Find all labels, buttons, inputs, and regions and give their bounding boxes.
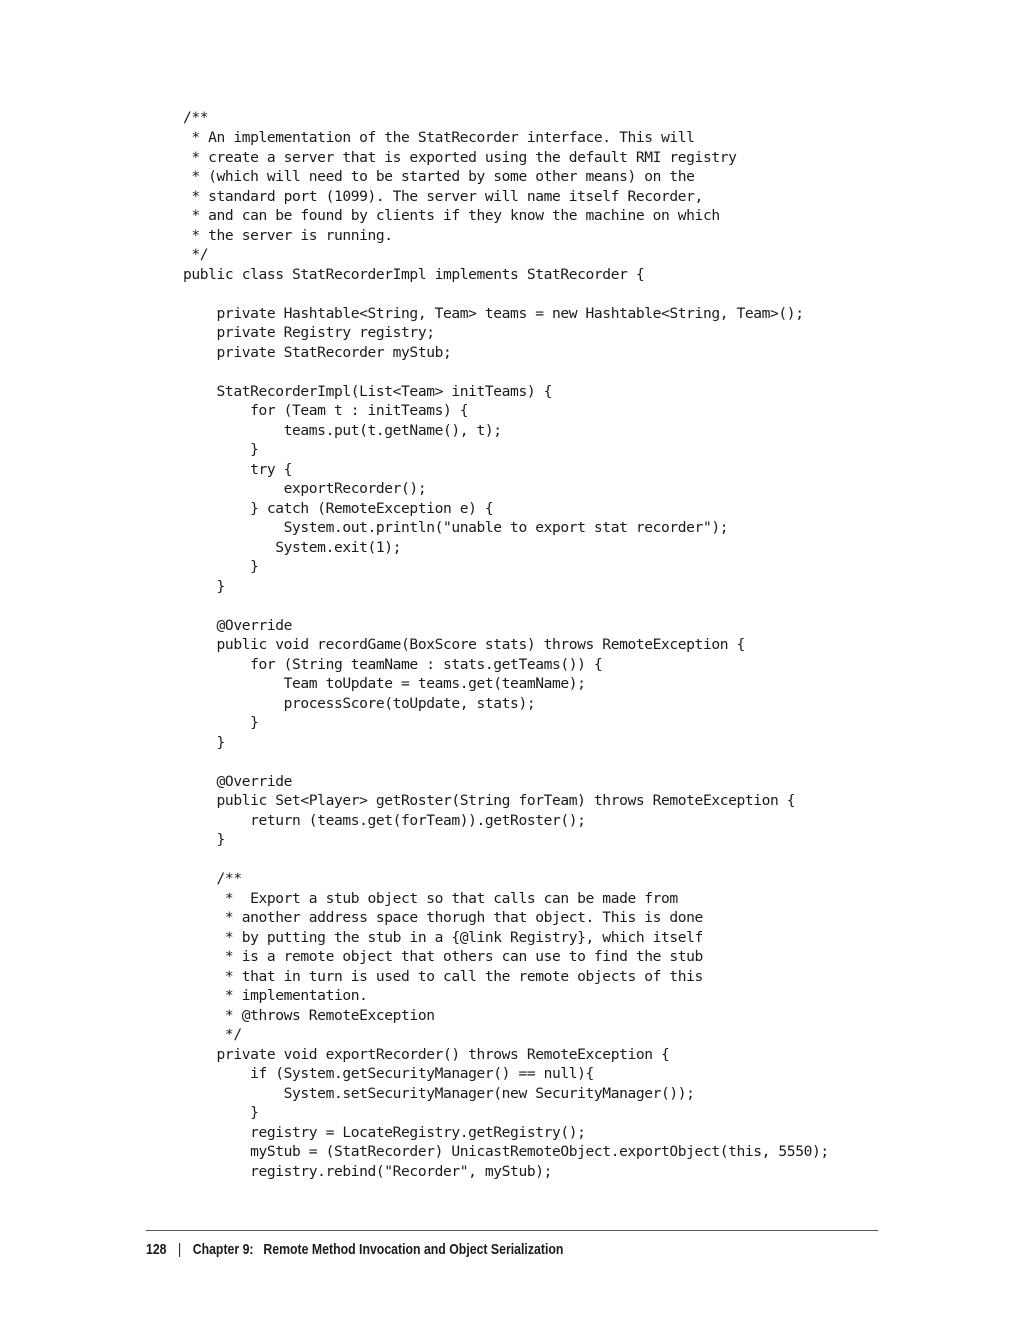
- code-line: * another address space thorugh that object. This is done: [183, 909, 703, 926]
- code-line: * Export a stub object so that calls can be made from: [183, 890, 678, 907]
- code-line: }: [183, 558, 259, 575]
- code-line: * @throws RemoteException: [183, 1007, 435, 1024]
- code-line: }: [183, 714, 259, 731]
- page-footer: [146, 1240, 563, 1260]
- code-line: System.setSecurityManager(new SecurityManager());: [183, 1085, 695, 1102]
- code-line: registry.rebind("Recorder", myStub);: [183, 1163, 552, 1180]
- code-line: private StatRecorder myStub;: [183, 344, 452, 361]
- code-line: private Hashtable<String, Team> teams = new Hashtable<String, Team>();: [183, 305, 804, 322]
- code-line: registry = LocateRegistry.getRegistry();: [183, 1124, 586, 1141]
- code-line: @Override: [183, 773, 293, 790]
- code-line: return (teams.get(forTeam)).getRoster();: [183, 812, 586, 829]
- code-line: }: [183, 578, 225, 595]
- code-line: /**: [183, 870, 242, 887]
- footer-divider: [146, 1230, 878, 1231]
- code-line: * the server is running.: [183, 227, 393, 244]
- code-line: Team toUpdate = teams.get(teamName);: [183, 675, 586, 692]
- code-line: * that in turn is used to call the remote objects of this: [183, 968, 703, 985]
- chapter-label: Chapter 9:: [192, 1241, 254, 1258]
- code-line: * create a server that is exported using the default RMI registry: [183, 149, 737, 166]
- code-line: * standard port (1099). The server will name itself Recorder,: [183, 188, 703, 205]
- code-line: */: [183, 246, 209, 263]
- code-line: public Set<Player> getRoster(String forTeam) throws RemoteException {: [183, 792, 796, 809]
- code-line: }: [183, 1104, 259, 1121]
- code-line: }: [183, 441, 259, 458]
- code-line: System.exit(1);: [183, 539, 402, 556]
- page-number: 128: [146, 1241, 167, 1258]
- code-line: * by putting the stub in a {@link Registry}, which itself: [183, 929, 703, 946]
- footer-separator: |: [178, 1241, 182, 1258]
- code-line: * (which will need to be started by some other means) on the: [183, 168, 695, 185]
- code-line: exportRecorder();: [183, 480, 427, 497]
- code-line: } catch (RemoteException e) {: [183, 500, 494, 517]
- code-line: teams.put(t.getName(), t);: [183, 422, 502, 439]
- code-line: * implementation.: [183, 987, 368, 1004]
- code-line: private Registry registry;: [183, 324, 435, 341]
- code-line: * and can be found by clients if they know the machine on which: [183, 207, 720, 224]
- code-line: * is a remote object that others can use to find the stub: [183, 948, 703, 965]
- code-line: public class StatRecorderImpl implements StatRecorder {: [183, 266, 645, 283]
- code-line: for (String teamName : stats.getTeams()) {: [183, 656, 603, 673]
- code-line: @Override: [183, 617, 293, 634]
- code-line: }: [183, 831, 225, 848]
- code-line: myStub = (StatRecorder) UnicastRemoteObject.exportObject(this, 5550);: [183, 1143, 829, 1160]
- code-line: for (Team t : initTeams) {: [183, 402, 469, 419]
- code-line: * An implementation of the StatRecorder interface. This will: [183, 129, 695, 146]
- chapter-title: Remote Method Invocation and Object Serialization: [263, 1241, 564, 1258]
- code-line: public void recordGame(BoxScore stats) throws RemoteException {: [183, 636, 745, 653]
- code-line: System.out.println("unable to export stat recorder");: [183, 519, 729, 536]
- code-line: try {: [183, 461, 293, 478]
- code-line: processScore(toUpdate, stats);: [183, 695, 536, 712]
- code-line: /**: [183, 109, 209, 126]
- code-line: private void exportRecorder() throws RemoteException {: [183, 1046, 670, 1063]
- code-line: if (System.getSecurityManager() == null){: [183, 1065, 594, 1082]
- code-line: }: [183, 734, 225, 751]
- code-line: */: [183, 1026, 242, 1043]
- code-line: StatRecorderImpl(List<Team> initTeams) {: [183, 383, 552, 400]
